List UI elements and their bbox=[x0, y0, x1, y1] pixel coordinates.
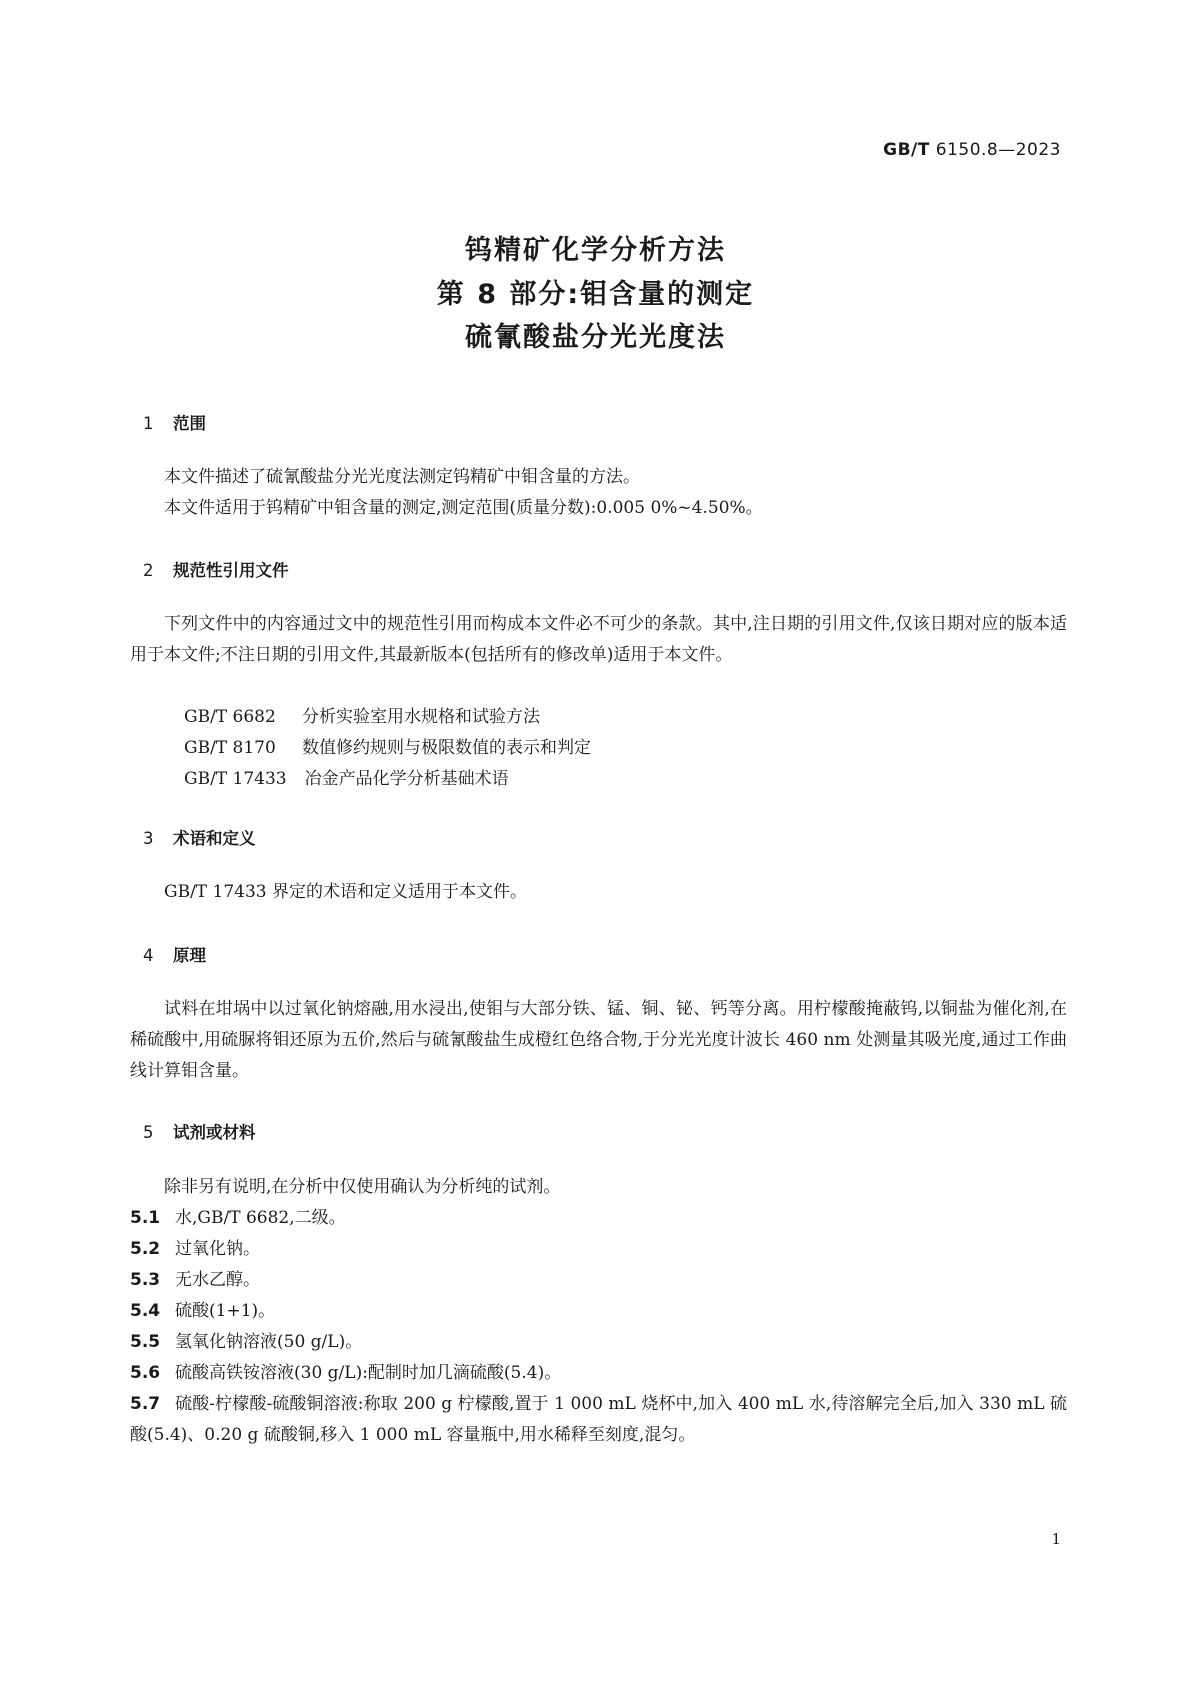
reagent-item: 5.3 无水乙醇。 bbox=[130, 1270, 260, 1290]
page-number: 1 bbox=[1051, 1530, 1061, 1548]
section-heading-normative-references: 2 规范性引用文件 bbox=[143, 561, 289, 580]
document-title-line3: 硫氰酸盐分光光度法 bbox=[465, 322, 726, 353]
document-title-line1: 钨精矿化学分析方法 bbox=[465, 235, 726, 266]
reagent-item-text: 硫酸-柠檬酸-硫酸铜溶液:称取 200 g 柠檬酸,置于 1 000 mL 烧杯中,加入 400 mL 水,待溶解完全后,加入 330 mL 硫酸(5.4)、0.20 g 硫酸铜,移入 1 000 mL 容量瓶中,用水稀释至刻度,混匀。 bbox=[130, 1394, 1067, 1445]
reference-item: GB/T 17433 冶金产品化学分析基础术语 bbox=[184, 769, 509, 789]
reference-item: GB/T 8170 数值修约规则与极限数值的表示和判定 bbox=[184, 738, 591, 758]
scope-paragraph-2: 本文件适用于钨精矿中钼含量的测定,测定范围(质量分数):0.005 0%~4.50%。 bbox=[164, 498, 763, 518]
reagent-item-number: 5.7 bbox=[130, 1394, 161, 1414]
standard-code: 6150.8—2023 bbox=[935, 140, 1061, 160]
reagent-item: 5.6 硫酸高铁铵溶液(30 g/L):配制时加几滴硫酸(5.4)。 bbox=[130, 1363, 562, 1383]
terms-paragraph: GB/T 17433 界定的术语和定义适用于本文件。 bbox=[164, 882, 528, 902]
references-intro-paragraph: 下列文件中的内容通过文中的规范性引用而构成本文件必不可少的条款。其中,注日期的引用文件,仅该日期对应的版本适用于本文件;不注日期的引用文件,其最新版本(包括所有的修改单)适用于本文件。 bbox=[130, 614, 1067, 665]
reagents-intro-paragraph: 除非另有说明,在分析中仅使用确认为分析纯的试剂。 bbox=[164, 1177, 561, 1197]
principle-paragraph: 试料在坩埚中以过氧化钠熔融,用水浸出,使钼与大部分铁、锰、铜、铋、钙等分离。用柠檬酸掩蔽钨,以铜盐为催化剂,在稀硫酸中,用硫脲将钼还原为五价,然后与硫氰酸盐生成橙红色络合物,于分光光度计波长 460 nm 处测量其吸光度,通过工作曲线计算钼含量。 bbox=[130, 999, 1067, 1081]
section-heading-reagents: 5 试剂或材料 bbox=[143, 1123, 256, 1142]
section-heading-scope: 1 范围 bbox=[143, 414, 206, 433]
reagent-item-5-7 bbox=[130, 1389, 1067, 1451]
reference-item: GB/T 6682 分析实验室用水规格和试验方法 bbox=[184, 707, 540, 727]
section-heading-terms: 3 术语和定义 bbox=[143, 829, 256, 848]
standard-number bbox=[883, 140, 1061, 160]
reagent-item: 5.2 过氧化钠。 bbox=[130, 1239, 260, 1259]
reagent-item: 5.1 水,GB/T 6682,二级。 bbox=[130, 1208, 346, 1228]
section-heading-principle: 4 原理 bbox=[143, 946, 206, 965]
scope-paragraph-1: 本文件描述了硫氰酸盐分光光度法测定钨精矿中钼含量的方法。 bbox=[164, 467, 640, 487]
standard-prefix: GB/T bbox=[883, 140, 930, 160]
reagent-item: 5.4 硫酸(1+1)。 bbox=[130, 1301, 276, 1321]
document-title-line2: 第 8 部分:钼含量的测定 bbox=[436, 279, 755, 310]
reagent-item: 5.5 氢氧化钠溶液(50 g/L)。 bbox=[130, 1332, 363, 1352]
